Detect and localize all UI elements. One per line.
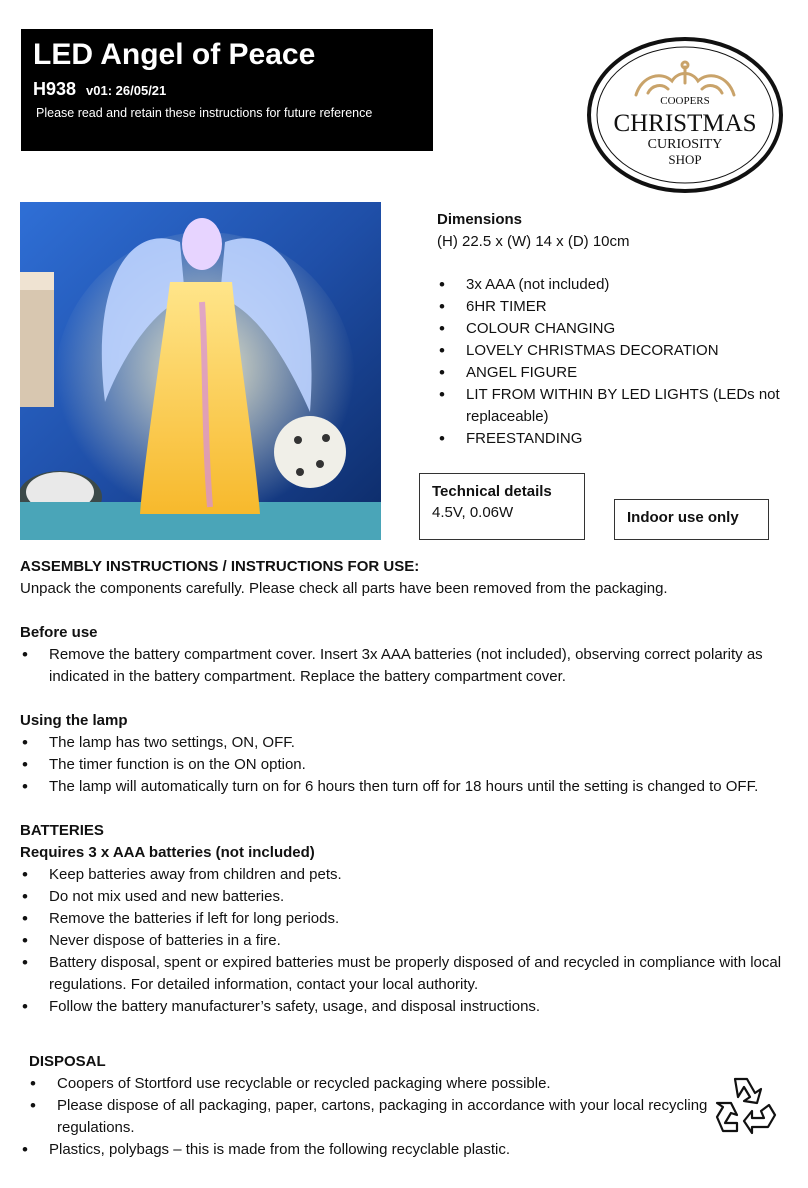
version-label: v01: 26/05/21 xyxy=(86,83,167,98)
disposal-list xyxy=(20,1073,710,1139)
batteries-subheading: Requires 3 x AAA batteries (not included) xyxy=(20,844,315,861)
list-item: • FREESTANDING xyxy=(437,428,792,450)
list-item: • 3x AAA (not included) xyxy=(437,274,792,296)
logo-line-coopers: COOPERS xyxy=(660,95,710,107)
assembly-heading: ASSEMBLY INSTRUCTIONS / INSTRUCTIONS FOR USE: xyxy=(20,558,420,575)
before-use-heading: Before use xyxy=(20,624,98,641)
indoor-use-box: Indoor use only xyxy=(614,499,769,540)
dimensions-block xyxy=(437,209,797,253)
using-lamp-list xyxy=(20,732,796,798)
list-item: • Plastics, polybags – this is made from the following recyclable plastic. xyxy=(20,1139,710,1161)
list-item: • Battery disposal, spent or expired batteries must be properly disposed of and recycled in compliance with local regulations. For detailed information, contact your local authority. xyxy=(20,952,796,996)
recycle-icon xyxy=(713,1073,779,1135)
product-header xyxy=(21,29,433,151)
product-code: H938 xyxy=(33,79,77,99)
coopers-christmas-logo xyxy=(586,37,784,193)
technical-details-box xyxy=(419,473,585,540)
disposal-plastics-list xyxy=(20,1139,710,1161)
list-item: • LOVELY CHRISTMAS DECORATION xyxy=(437,340,792,362)
list-item: • Remove the battery compartment cover. Insert 3x AAA batteries (not included), observing correct polarity as indicated in the battery compartment. Replace the battery compartment cover. xyxy=(20,644,796,688)
list-item: • Please dispose of all packaging, paper, cartons, packaging in accordance with your local recycling regulations. xyxy=(20,1095,710,1139)
assembly-intro: Unpack the components carefully. Please check all parts have been removed from the packaging. xyxy=(20,580,668,597)
before-use-list xyxy=(20,644,796,688)
list-item: • Follow the battery manufacturer’s safety, usage, and disposal instructions. xyxy=(20,996,796,1018)
list-item: • The timer function is on the ON option. xyxy=(20,754,796,776)
list-item: • Never dispose of batteries in a fire. xyxy=(20,930,796,952)
using-lamp-heading: Using the lamp xyxy=(20,712,128,729)
feature-list xyxy=(437,274,792,450)
product-code-line xyxy=(33,79,421,100)
list-item: • LIT FROM WITHIN BY LED LIGHTS (LEDs not replaceable) xyxy=(437,384,792,428)
logo-line-curiosity: CURIOSITY xyxy=(647,137,723,152)
list-item: • The lamp will automatically turn on for 6 hours then turn off for 18 hours until the setting is changed to OFF. xyxy=(20,776,796,798)
angel-product-photo xyxy=(20,202,381,540)
list-item: • ANGEL FIGURE xyxy=(437,362,792,384)
retain-instructions-note: Please read and retain these instructions for future reference xyxy=(36,106,373,120)
batteries-heading: BATTERIES xyxy=(20,822,104,839)
product-title: LED Angel of Peace xyxy=(33,38,316,71)
list-item: • 6HR TIMER xyxy=(437,296,792,318)
technical-details-title: Technical details xyxy=(432,483,552,500)
list-item: • Do not mix used and new batteries. xyxy=(20,886,796,908)
list-item: • COLOUR CHANGING xyxy=(437,318,792,340)
disposal-heading: DISPOSAL xyxy=(29,1053,106,1070)
list-item: • Keep batteries away from children and pets. xyxy=(20,864,796,886)
list-item: • Coopers of Stortford use recyclable or recycled packaging where possible. xyxy=(20,1073,710,1095)
instructions-section xyxy=(20,556,796,1018)
batteries-list xyxy=(20,864,796,1018)
dimensions-title: Dimensions xyxy=(437,211,523,228)
logo-line-christmas: CHRISTMAS xyxy=(613,110,757,137)
technical-details-value: 4.5V, 0.06W xyxy=(432,504,514,521)
dimensions-value: (H) 22.5 x (W) 14 x (D) 10cm xyxy=(437,233,630,250)
disposal-section xyxy=(20,1051,710,1161)
list-item: • Remove the batteries if left for long periods. xyxy=(20,908,796,930)
list-item: • The lamp has two settings, ON, OFF. xyxy=(20,732,796,754)
logo-line-shop: SHOP xyxy=(668,152,702,167)
